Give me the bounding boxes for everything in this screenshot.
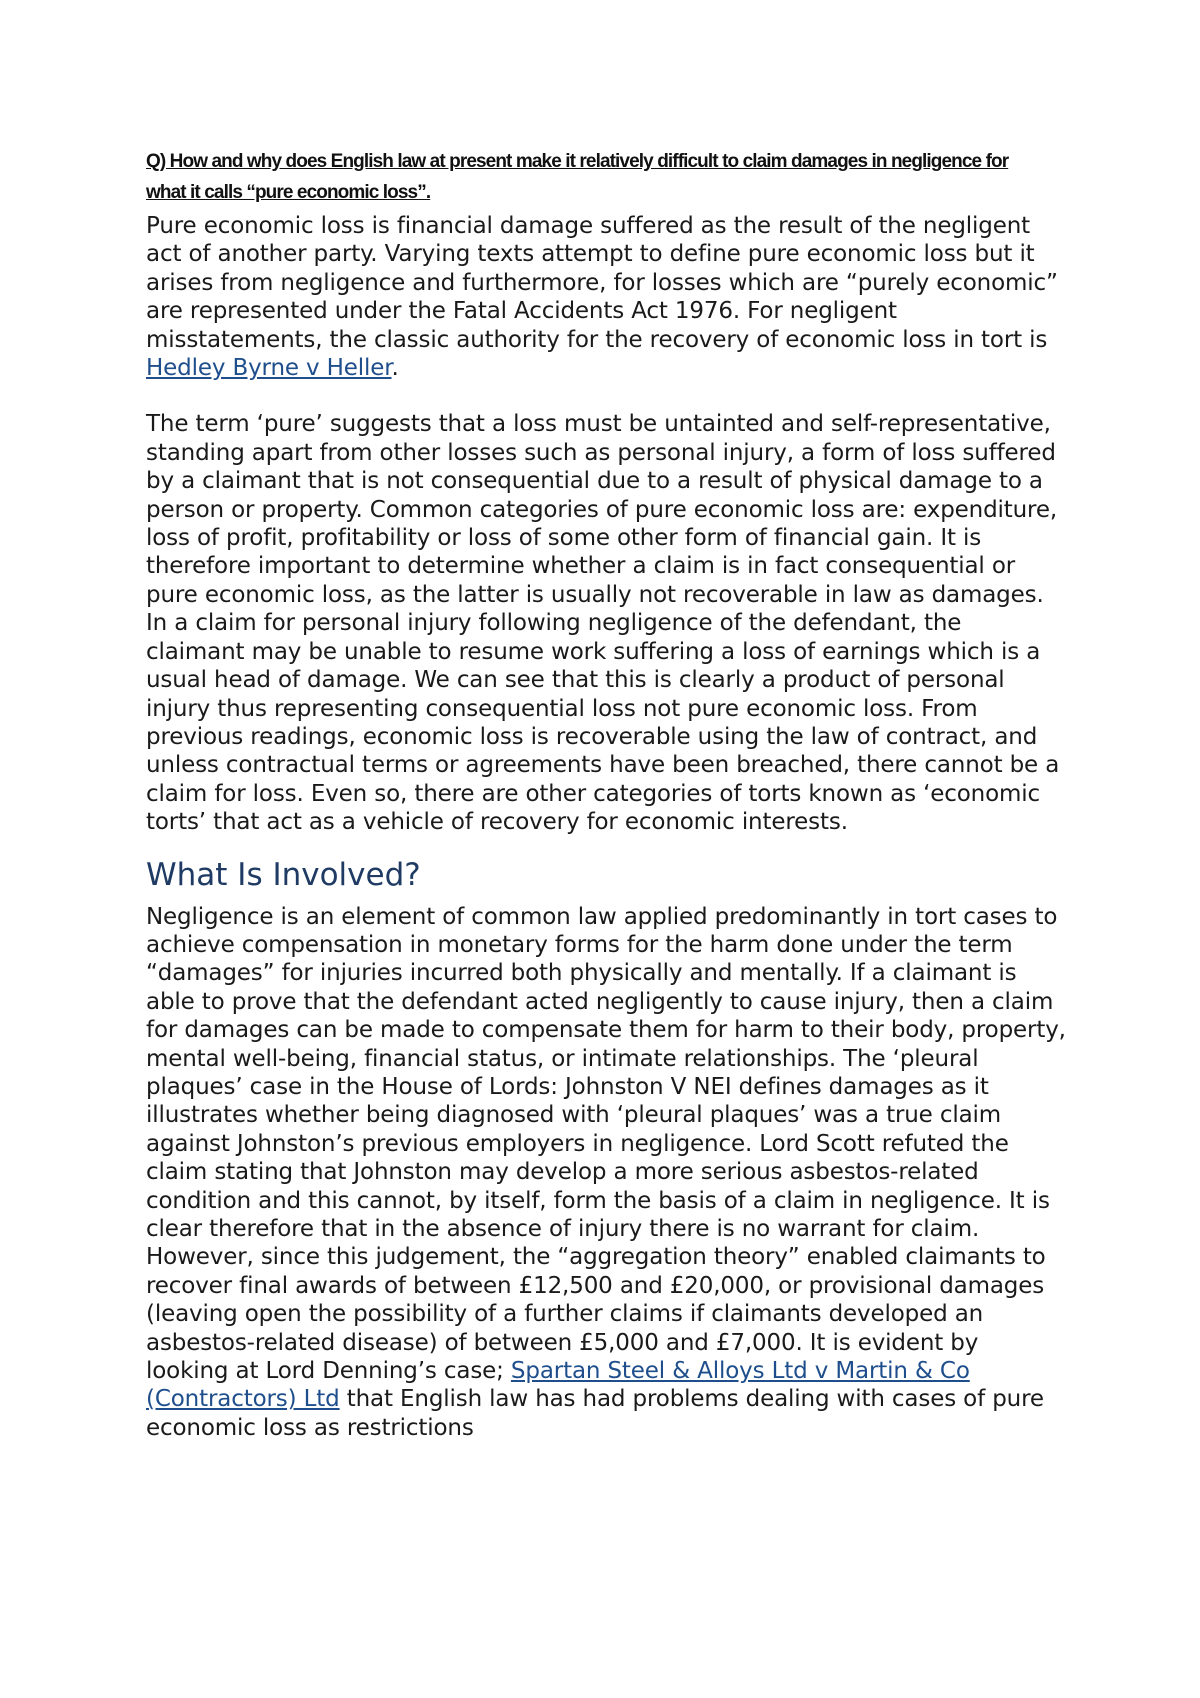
spartan-steel-link[interactable]: Spartan Steel & Alloys Ltd v Martin & Co (Contractors) Ltd	[146, 1358, 970, 1413]
paragraph-negligence-end: that English law has had problems dealing with cases of pure economic loss as restrictions	[146, 1386, 1044, 1441]
paragraph-introduction-end: .	[391, 355, 399, 382]
paragraph-negligence-text: Negligence is an element of common law applied predominantly in tort cases to achieve compensation in monetary forms for the harm done under the term “damages” for injuries incurred both physically and mentally. If a claimant is able to prove that the defendant acted negligently to cause injury, then a claim for damages can be made to compensate them for harm to their body, property, mental well-being, financial status, or intimate relationships. The ‘pleural plaques’ case in the House of Lords: Johnston V NEI defines damages as it illustrates whether being diagnosed with ‘pleural plaques’ was a true claim against Johnston’s previous employers in negligence. Lord Scott refuted the claim stating that Johnston may develop a more serious asbestos-related condition and this cannot, by itself, form the basis of a claim in negligence. It is clear therefore that in the absence of injury there is no warrant for claim. However, since this judgement, the “aggregation theory” enabled claimants to recover final awards of between £12,500 and £20,000, or provisional damages (leaving open the possibility of a further claims if claimants developed an asbestos-related disease) of between £5,000 and £7,000. It is evident by looking at Lord Denning’s case;	[146, 903, 1066, 1385]
section-heading: What Is Involved?	[146, 856, 421, 893]
paragraph-introduction-text: Pure economic loss is financial damage suffered as the result of the negligent act of another party. Varying texts attempt to define pure economic loss but it arises from negligence and furthermore, for losses which are “purely economic” are represented under the Fatal Accidents Act 1976. For negligent misstatements, the classic authority for the recovery of economic loss in tort is	[146, 213, 1058, 353]
paragraph-pure-loss: The term ‘pure’ suggests that a loss must be untainted and self-representative, standing apart from other losses such as personal injury, a form of loss suffered by a claimant that is not consequential due to a result of physical damage to a person or property. Common categories of pure economic loss are: expenditure, loss of profit, profitability or loss of some other form of financial gain. It is therefore important to determine whether a claim is in fact consequential or pure economic loss, as the latter is usually not recoverable in law as damages. In a claim for personal injury following negligence of the defendant, the claimant may be unable to resume work suffering a loss of earnings which is a usual head of damage. We can see that this is clearly a product of personal injury thus representing consequential loss not pure economic loss. From previous readings, economic loss is recoverable using the law of contract, and unless contractual terms or agreements have been breached, there cannot be a claim for loss. Even so, there are other categories of torts known as ‘economic torts’ that act as a vehicle of recovery for economic interests.	[146, 411, 1060, 836]
hedley-byrne-link[interactable]: Hedley Byrne v Heller	[146, 355, 392, 382]
paragraph-introduction	[146, 212, 1066, 382]
question-heading: Q) How and why does English law at present make it relatively difficult to claim damages in negligence for what it calls “pure economic loss”.	[146, 151, 1009, 203]
paragraph-negligence	[146, 903, 1066, 1443]
document-content	[146, 146, 1066, 1442]
